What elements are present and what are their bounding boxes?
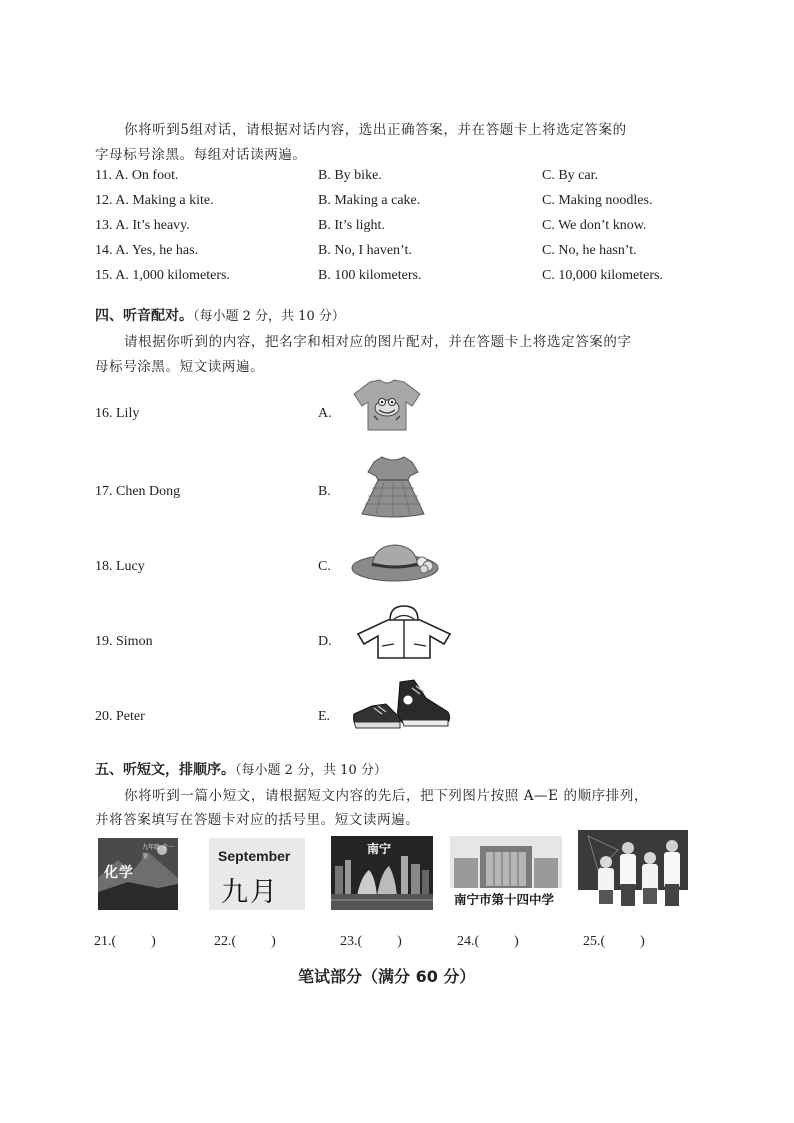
written-part-title: 笔试部分（满分 60 分） [298,967,476,986]
match-name-20: 20. Peter [95,709,145,724]
section4-score-note: （每小题 2 分，共 10 分） [193,309,345,324]
match-name-17: 17. Chen Dong [95,484,181,499]
jacket-icon [352,604,456,660]
q12-option-b: B. Making a cake. [318,193,421,208]
q12-option-c: C. Making noodles. [542,193,653,208]
answer-bracket-21[interactable]: 21.( ) [94,934,156,949]
section5-title: 五、听短文，排顺序。 [95,762,235,778]
city-name-label: 南宁 [367,842,392,856]
calendar-month-english: September [218,848,291,864]
q11-option-b: B. By bike. [318,168,382,183]
chemistry-book-title: 化学 [104,865,134,881]
q13-option-a: 13. A. It’s heavy. [95,218,190,233]
city-night-icon [331,836,433,910]
section5-heading [95,759,387,779]
section4-heading [95,305,345,325]
chemistry-book-icon [98,838,178,910]
q14-option-c: C. No, he hasn’t. [542,243,637,258]
q11-option-c: C. By car. [542,168,598,183]
section5-instruction-line2: 并将答案填写在答题卡对应的括号里。短文读两遍。 [95,812,420,828]
match-name-18: 18. Lucy [95,559,145,574]
match-name-19: 19. Simon [95,634,153,649]
calendar-month-chinese: 九月 [221,877,279,908]
q15-option-c: C. 10,000 kilometers. [542,268,663,283]
section4-instruction-line1: 请根据你听到的内容，把名字和相对应的图片配对，并在答题卡上将选定答案的字 [124,334,632,350]
hat-icon [350,540,440,584]
q11-option-a: 11. A. On foot. [95,168,179,183]
section5-instruction-line1: 你将听到一篇小短文，请根据短文内容的先后，把下列图片按照 A—E 的顺序排列， [124,788,649,804]
q15-option-b: B. 100 kilometers. [318,268,422,283]
section3-instruction-line1: 你将听到5组对话，请根据对话内容，选出正确答案，并在答题卡上将选定答案的 [124,122,627,138]
match-letter-c: C. [318,559,331,574]
q14-option-b: B. No, I haven’t. [318,243,412,258]
match-letter-e: E. [318,709,331,724]
school-building-icon [450,836,562,910]
match-name-16: 16. Lily [95,406,140,421]
answer-bracket-25[interactable]: 25.( ) [583,934,645,949]
match-letter-a: A. [318,406,332,421]
section4-instruction-line2: 母标号涂黑。短文读两遍。 [95,359,265,375]
students-photo-icon [578,830,688,910]
q12-option-a: 12. A. Making a kite. [95,193,214,208]
q13-option-b: B. It’s light. [318,218,385,233]
dress-icon [352,454,434,518]
section5-score-note: （每小题 2 分，共 10 分） [235,763,387,778]
sneakers-icon [352,678,454,732]
chemistry-book-grade: 九年级 全一册 [142,844,174,860]
section4-title: 四、听音配对。 [95,308,193,324]
calendar-icon [209,838,305,910]
section3-instruction-line2: 字母标号涂黑。每组对话读两遍。 [95,147,307,163]
q14-option-a: 14. A. Yes, he has. [95,243,199,258]
school-name-label: 南宁市第十四中学 [454,892,555,907]
q15-option-a: 15. A. 1,000 kilometers. [95,268,230,283]
answer-bracket-24[interactable]: 24.( ) [457,934,519,949]
t-shirt-icon [352,378,422,432]
match-letter-d: D. [318,634,332,649]
answer-bracket-22[interactable]: 22.( ) [214,934,276,949]
answer-bracket-23[interactable]: 23.( ) [340,934,402,949]
q13-option-c: C. We don’t know. [542,218,647,233]
match-letter-b: B. [318,484,331,499]
